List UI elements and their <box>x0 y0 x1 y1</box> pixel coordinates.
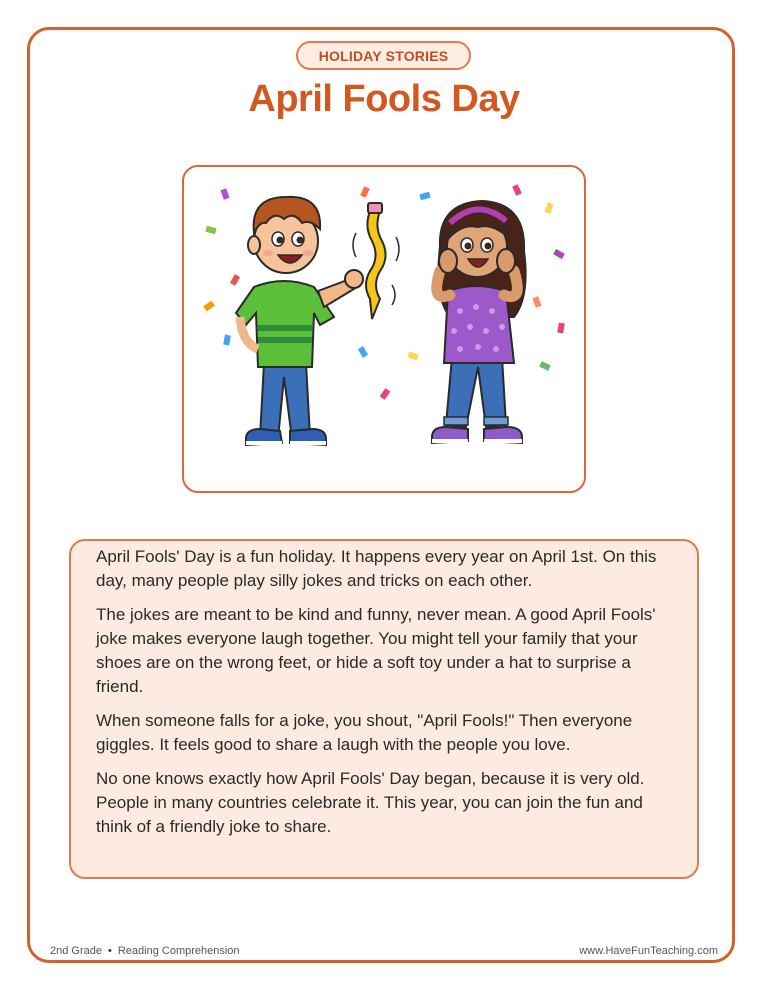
footer-website: www.HaveFunTeaching.com <box>579 945 718 957</box>
page-title: April Fools Day <box>248 78 520 120</box>
footer-grade: 2nd Grade <box>50 945 102 957</box>
girl-figure <box>432 201 526 443</box>
footer-left <box>50 944 240 958</box>
story-illustration <box>182 165 586 493</box>
story-paragraph-4: No one knows exactly how April Fools' Day began, because it is very old. People in many countries celebrate it. This year, you can join the fun and think of a friendly joke to share. <box>96 769 645 836</box>
kids-illustration-image <box>184 167 584 491</box>
rubber-pencil <box>353 203 399 319</box>
story-paragraph-1: April Fools' Day is a fun holiday. It happens every year on April 1st. On this day, many people play silly jokes and tricks on each other. <box>96 547 657 590</box>
footer-separator-dot: • <box>107 945 112 957</box>
story-paragraph-2: The jokes are meant to be kind and funny, never mean. A good April Fools' joke makes everyone laugh together. You might tell your family that your shoes are on the wrong feet, or hide a soft toy under a hat to surprise a friend. <box>96 605 656 696</box>
category-label: HOLIDAY STORIES <box>318 47 449 64</box>
story-paragraph-3: When someone falls for a joke, you shout, "April Fools!" Then everyone giggles. It feels good to share a laugh with the people you love. <box>96 711 633 754</box>
boy-figure <box>236 197 363 445</box>
category-badge <box>296 41 471 70</box>
story-text-box <box>69 539 699 879</box>
footer-subject: Reading Comprehension <box>117 945 240 957</box>
